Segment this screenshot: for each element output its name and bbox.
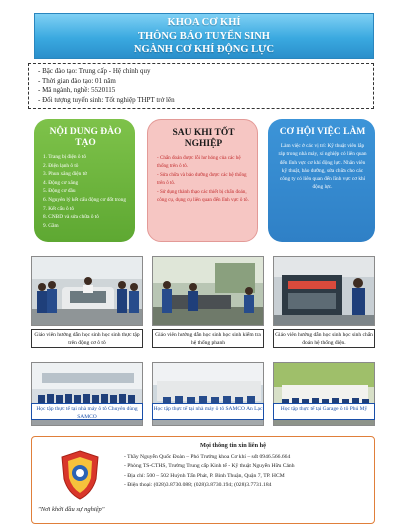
after-graduation-box [147,119,258,242]
after-item: - Chẩn đoán được lỗi hư hỏng của các hệ thống trên ô tô. [157,155,241,170]
info-duration: - Thời gian đào tạo: 01 năm [38,76,116,85]
workshop-photo-1 [32,257,143,326]
training-item: 3. Phun xăng điện tử [43,171,87,178]
training-item: 2. Điện lạnh ô tô [43,162,79,169]
photo-electrical-diagnosis [273,256,375,326]
training-item: 7. Kết cấu ô tô [43,205,75,212]
after-item: - Sửa chữa và bảo dưỡng được các hệ thống trên ô tô. [157,172,247,187]
contact-phone: - Điện thoại: (028)3.8730.088; (028)3.8730.194; (028)3.7731.184 [124,482,272,489]
workshop-photo-2 [153,257,264,326]
program-title: NGÀNH CƠ KHÍ ĐỘNG LỰC [133,44,275,55]
contact-office: - Phòng TS-CTHS, Trường Trung cấp Kinh tế - Kỹ thuật Nguyễn Hữu Cảnh [124,463,295,470]
career-text: Làm việc ở các vị trí: Kỹ thuật viên lắp ráp trong nhà máy, xí nghiệp có liên quan đến lĩnh vực cơ khí động lực. Nhân viên kỹ thuật, bảo dưỡng, sửa chữa cho các công ty có liên quan đến lĩnh vực cơ khí động lực. [278,143,367,191]
announcement-title: THÔNG BÁO TUYỂN SINH [138,30,270,42]
training-item: 4. Động cơ xăng [43,179,79,186]
training-content-box [34,119,135,242]
faculty-title: KHOA CƠ KHÍ [167,17,241,28]
training-item: 6. Nguyên lý kết cấu động cơ đốt trong [43,196,126,203]
photo-caption: Giáo viên hướng dẫn học sinh học sinh kiểm tra hệ thống phanh [152,329,264,348]
training-item: 1. Trang bị điện ô tô [43,154,86,160]
after-title-line2: NGHIỆP [184,139,223,149]
contact-title: Mọi thông tin xin liên hệ [200,442,266,449]
title-banner [34,13,374,59]
training-title: NỘI DUNG ĐÀO TẠO [49,127,122,148]
photo-brake-check [152,256,264,326]
career-title: CƠ HỘI VIỆC LÀM [279,127,366,137]
after-graduation-title [157,128,250,150]
after-title-line1: SAU KHI TỐT [172,128,235,138]
info-eligibility: - Đối tượng tuyển sinh: Tốt nghiệp THPT trở lên [38,95,175,104]
contact-list [124,453,374,491]
training-item: 9. Gầm [43,222,59,229]
after-graduation-list [157,154,250,205]
photo-caption: Học tập thực tế tại Garage ô tô Phú Mỹ [273,403,375,420]
school-logo [58,449,102,501]
info-code: - Mã ngành, nghề: 5520115 [38,86,116,95]
photo-caption: Học tập thực tế tại nhà máy ô tô Chuyên dùng SAMCO [31,403,143,420]
training-item: 5. Động cơ dầu [43,188,76,195]
career-box [268,119,375,242]
contact-person: - Thầy Nguyễn Quốc Đoàn – Phó Trưởng khoa Cơ khí – sđt 0946.566.664 [124,454,291,460]
contact-address: - Địa chỉ: 500 – 502 Huỳnh Tấn Phát, P. Bình Thuận, Quận 7, TP. HCM [124,472,285,479]
training-item: 8. CNBD và sửa chữa ô tô [43,214,99,221]
photo-engine-practice [31,256,143,326]
after-item: - Sử dụng thành thạo các thiết bị chẩn đoán, công cụ, dụng cụ liên quan đến lĩnh vực ô tô. [157,189,249,204]
photo-caption: Giáo viên hướng dẫn học sinh học sinh thực tập trên động cơ ô tô [31,329,143,348]
info-level: - Bậc đào tạo: Trung cấp - Hệ chính quy [38,67,151,75]
photo-caption: Học tập thực tế tại nhà máy ô tô SAMCO An Lạc [152,403,264,420]
workshop-photo-3 [274,257,375,326]
photo-caption: Giáo viên hướng dẫn học sinh học sinh chẩn đoán hệ thống điện. [273,329,375,348]
slogan: "Nơi khởi đầu sự nghiệp" [38,506,105,513]
program-info-box [28,63,374,109]
training-list [43,153,128,230]
